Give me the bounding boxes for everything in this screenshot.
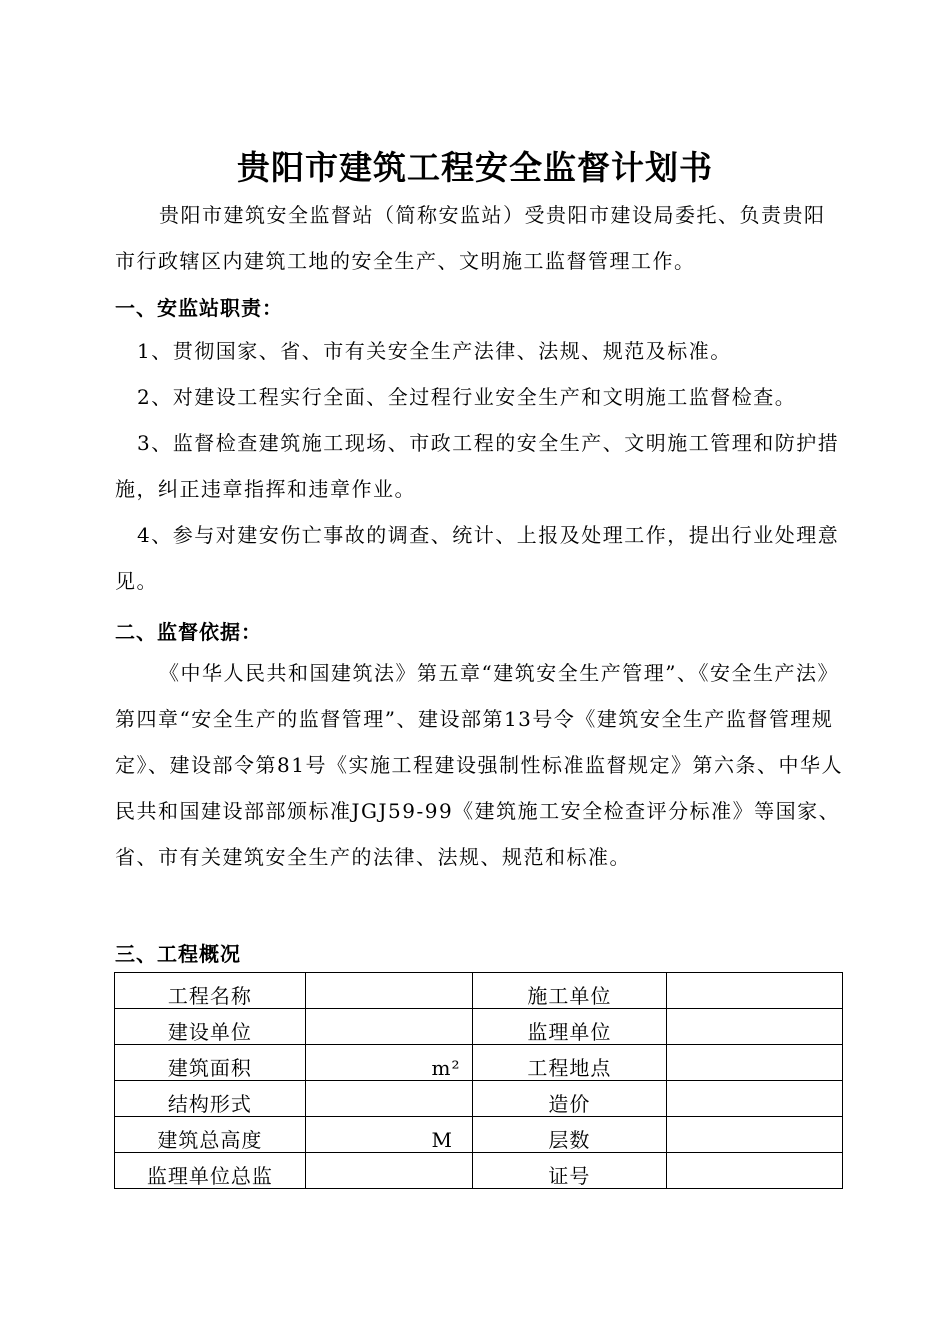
duty-item-4: 4、参与对建安伤亡事故的调查、统计、上报及处理工作，提出行业处理意见。	[115, 523, 840, 593]
table-label: 建筑总高度	[115, 1117, 306, 1153]
table-label: 监理单位总监	[115, 1153, 306, 1189]
table-label: 造价	[472, 1081, 667, 1117]
section1-heading: 一、安监站职责：	[115, 296, 283, 320]
intro-paragraph: 贵阳市建筑安全监督站（简称安监站）受贵阳市建设局委托、负责贵阳市行政辖区内建筑工地的安全生产、文明施工监督管理工作。	[115, 203, 826, 273]
table-value: M	[305, 1117, 472, 1153]
table-label: 层数	[472, 1117, 667, 1153]
table-value	[667, 1117, 843, 1153]
section2-heading: 二、监督依据：	[115, 620, 262, 644]
table-value	[667, 1009, 843, 1045]
table-row	[115, 1117, 843, 1153]
table-row	[115, 1081, 843, 1117]
table-label: 监理单位	[472, 1009, 667, 1045]
table-row	[115, 1045, 843, 1081]
table-label: 证号	[472, 1153, 667, 1189]
table-value	[667, 1153, 843, 1189]
table-row	[115, 1009, 843, 1045]
table-label: 工程名称	[115, 973, 306, 1009]
duty-item-3: 3、监督检查建筑施工现场、市政工程的安全生产、文明施工管理和防护措施，纠正违章指挥和违章作业。	[115, 431, 840, 501]
duty-item-2: 2、对建设工程实行全面、全过程行业安全生产和文明施工监督检查。	[137, 385, 797, 409]
table-label: 结构形式	[115, 1081, 306, 1117]
table-label: 工程地点	[472, 1045, 667, 1081]
table-row	[115, 973, 843, 1009]
table-label: 建设单位	[115, 1009, 306, 1045]
table-label: 建筑面积	[115, 1045, 306, 1081]
table-label: 施工单位	[472, 973, 667, 1009]
table-value	[305, 1153, 472, 1189]
page-title: 贵阳市建筑工程安全监督计划书	[237, 148, 713, 187]
table-value	[667, 1045, 843, 1081]
table-row	[115, 1153, 843, 1189]
project-overview-table	[114, 972, 843, 1189]
section3-heading: 三、工程概况	[115, 942, 241, 966]
table-value	[305, 1009, 472, 1045]
duty-item-1: 1、贯彻国家、省、市有关安全生产法律、法规、规范及标准。	[137, 339, 732, 363]
table-value	[305, 1081, 472, 1117]
table-value	[667, 973, 843, 1009]
basis-paragraph: 《中华人民共和国建筑法》第五章“建筑安全生产管理”、《安全生产法》第四章“安全生产的监督管理”、建设部第13号令《建筑安全生产监督管理规定》、建设部令第81号《实施工程建设强制性标准监督规定》第六条、中华人民共和国建设部部颁标准JGJ59-99《建筑施工安全检查评分标准》等国家、省、市有关建筑安全生产的法律、法规、规范和标准。	[115, 661, 843, 869]
table-value	[667, 1081, 843, 1117]
table-value: m²	[305, 1045, 472, 1081]
table-value	[305, 973, 472, 1009]
